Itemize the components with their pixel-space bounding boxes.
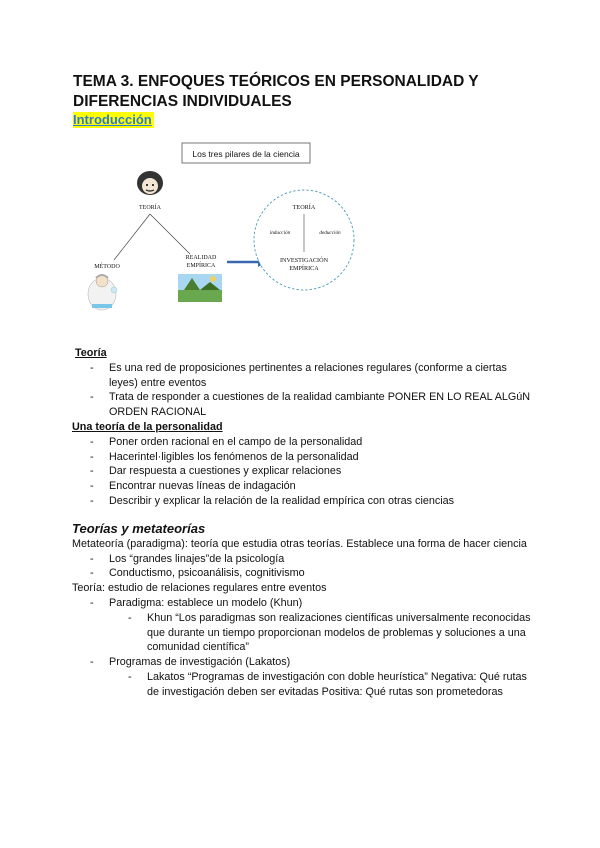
intro-heading: Introducción [73,112,152,127]
teoria-paragraph: Teoría: estudio de relaciones regulares entre eventos [72,582,327,595]
list-item: - Es una red de proposiciones pertinentes a relaciones regulares (conforme a ciertas leyes) entre eventos [72,361,532,391]
diagram-title: Los tres pilares de la ciencia [192,149,300,159]
scientist-face-icon [137,171,163,195]
list-item: - Paradigma: establece un modelo (Khun) [72,596,532,611]
teoria-heading: Teoría [75,347,107,359]
triangle-line-left [114,214,150,260]
list-item: - Poner orden racional en el campo de la personalidad [72,435,532,450]
sub-list-item: - Lakatos “Programas de investigación con doble heurística” Negativa: Qué rutas de investigación deben ser evitadas Positiva: Qué rutas son prometedoras [72,670,532,700]
metateorias-heading: Teorías y metateorías [72,520,206,536]
sub-list-item: - Khun “Los paradigmas son realizaciones científicas universalmente reconocidas que durante un tiempo proporcionan modelos de problemas y soluciones a una comunidad científica” [72,611,532,655]
science-pillars-diagram [72,132,362,322]
circle-label-induccion: inducción [269,230,291,236]
una-teoria-list [72,435,532,509]
list-item: - Describir y explicar la relación de la realidad empírica con otras ciencias [72,494,532,509]
list-item: - Hacerintel·ligibles los fenómenos de la personalidad [72,450,532,465]
circle-label-investigacion: INVESTIGACIÓN [279,257,329,264]
list-item: - Los “grandes linajes”de la psicología [72,552,532,567]
diagram-label-realidad-1: REALIDAD [185,255,217,261]
una-teoria-heading: Una teoría de la personalidad [72,420,223,433]
scientist-figure-icon [88,275,117,310]
landscape-icon [178,274,222,302]
list-item: - Programas de investigación (Lakatos) [72,655,532,670]
metateorias-list [72,552,532,582]
circle-label-empirica: EMPÍRICA [289,265,319,272]
list-item: - Dar respuesta a cuestiones y explicar relaciones [72,464,532,479]
circle-label-deduccion: deducción [319,230,341,236]
document-body [72,346,532,700]
diagram-label-realidad-2: EMPÍRICA [186,263,216,269]
metateoria-paragraph: Metateoría (paradigma): teoría que estudia otras teorías. Establece una forma de hacer ciencia [72,537,527,550]
document-title: TEMA 3. ENFOQUES TEÓRICOS EN PERSONALIDAD Y DIFERENCIAS INDIVIDUALES [73,73,479,110]
list-item: - Encontrar nuevas líneas de indagación [72,479,532,494]
list-item: - Conductismo, psicoanálisis, cognitivismo [72,566,532,581]
diagram-label-metodo: MÉTODO [94,264,120,270]
diagram-label-teoria: TEORÍA [139,205,161,211]
teoria-list [72,361,532,420]
triangle-line-right [150,214,190,254]
circle-label-teoria: TEORÍA [292,204,316,211]
list-item: - Trata de responder a cuestiones de la realidad cambiante PONER EN LO REAL ALGúN ORDEN RACIONAL [72,390,532,420]
teoria-subtypes-list [72,596,532,700]
